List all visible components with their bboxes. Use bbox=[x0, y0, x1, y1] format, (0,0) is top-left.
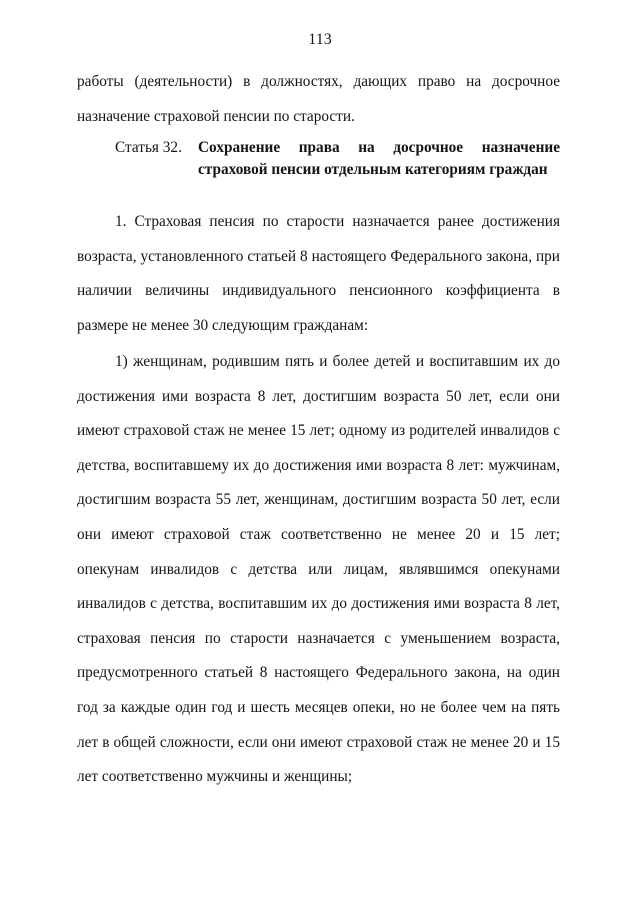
page-number: 113 bbox=[308, 31, 332, 48]
intro-paragraph: работы (деятельности) в должностях, дающих право на досрочное назначение страховой пенсии по старости. bbox=[77, 73, 560, 125]
article-number: Статья 32. bbox=[115, 139, 182, 156]
paragraph-1-item-1: 1) женщинам, родившим пять и более детей и воспитавшим их до достижения ими возраста 8 лет, достигшим возраста 50 лет, если они имеют страховой стаж не менее 15 лет; одному из родителей инвалидов с детства, воспитавшему их до достижения ими возраста 8 лет: мужчинам, достигшим возраста 55 лет, женщинам, достигшим возраста 50 лет, если они имеют страховой стаж соответственно не менее 20 и 15 лет; опекунам инвалидов с детства или лицам, являвшимся опекунами инвалидов с детства, воспитавшим их до достижения ими возраста 8 лет, страховая пенсия по старости назначается с уменьшением возраста, предусмотренного статьей 8 настоящего Федерального закона, на один год за каждые один год и шесть месяцев опеки, но не более чем на пять лет в общей сложности, если они имеют страховой стаж не менее 20 и 15 лет соответственно мужчины и женщины; bbox=[77, 353, 560, 786]
paragraph-1: 1. Страховая пенсия по старости назначается ранее достижения возраста, установленного статьей 8 настоящего Федерального закона, при наличии величины индивидуального пенсионного коэффициента в размере не менее 30 следующим гражданам: bbox=[77, 213, 560, 334]
article-title: Сохранение права на досрочное назначение страховой пенсии отдельным категориям граждан bbox=[198, 139, 560, 178]
